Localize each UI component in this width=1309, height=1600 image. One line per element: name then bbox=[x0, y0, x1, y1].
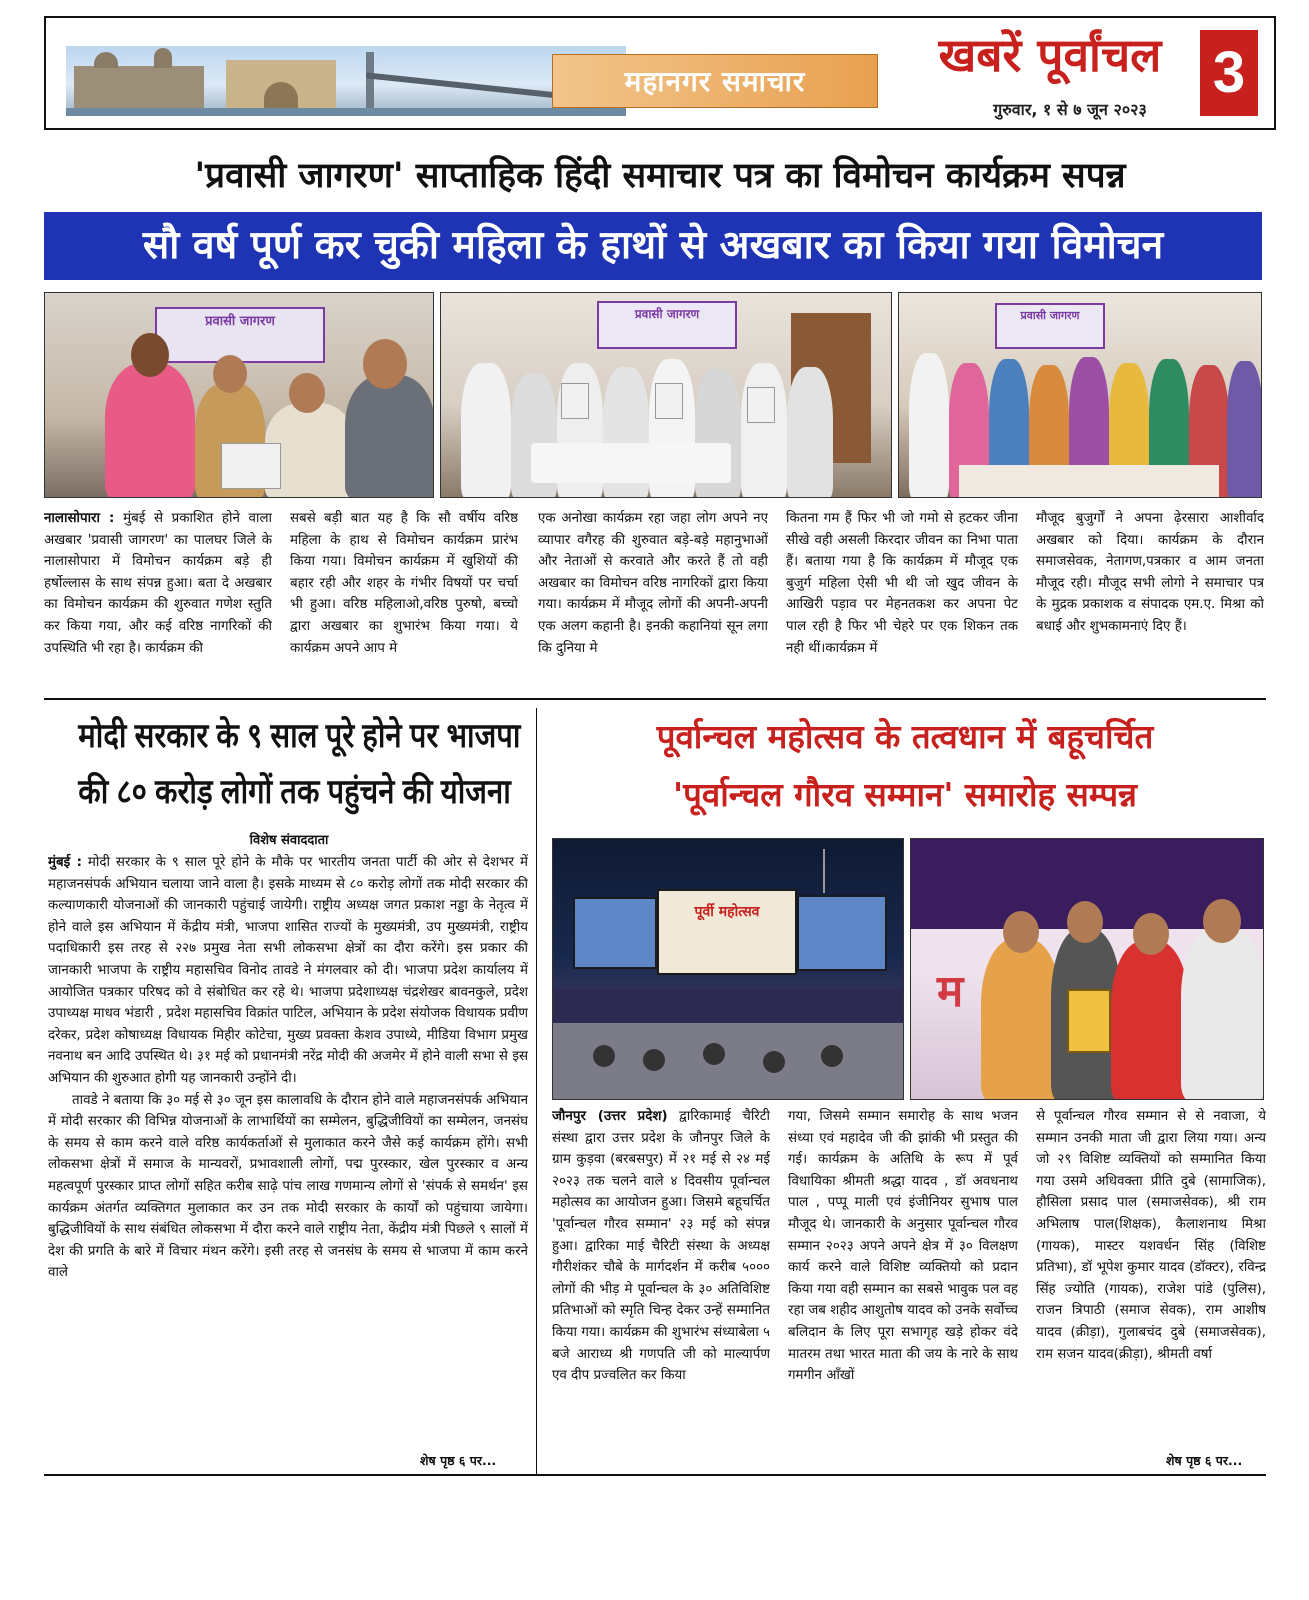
story1-text: मुंबई से प्रकाशित होने वाला अखबार 'प्रवासी जागरण' का पालघर जिले के नालासोपारा में विमोचन कार्यक्रम बड़े ही हर्षोल्लास के साथ संपन्न हुआ। बता दे अखबार का विमोचन कार्यक्रम की शुरुवात गणेश स्तुति कर किया गया, और कई वरिष्ठ नागरिकों की उपस्थिति भी रहा है। कार्यक्रम की bbox=[44, 511, 272, 656]
story1-photo-1 bbox=[44, 292, 434, 498]
story1-column-1 bbox=[44, 508, 272, 690]
story1-subheadline: सौ वर्ष पूर्ण कर चुकी महिला के हाथों से अखबार का किया गया विमोचन bbox=[44, 212, 1262, 280]
section-divider bbox=[44, 698, 1266, 700]
story2-continued: शेष पृष्ठ ६ पर... bbox=[420, 1453, 497, 1468]
story3-stage-photo bbox=[552, 838, 904, 1100]
story3-column-1 bbox=[552, 1106, 770, 1476]
story3-headline-line1: पूर्वान्चल महोत्सव के तत्वधान में बहूचर्चित bbox=[656, 717, 1154, 756]
story1-headline: 'प्रवासी जागरण' साप्ताहिक हिंदी समाचार पत्र का विमोचन कार्यक्रम सपन्न bbox=[194, 156, 1126, 196]
story1-photo-2 bbox=[440, 292, 892, 498]
story1-photo-3 bbox=[898, 292, 1262, 498]
story3-headline bbox=[540, 708, 1270, 828]
event-banner: प्रवासी जागरण bbox=[995, 303, 1105, 349]
story1-column-5: मौजूद बुजुर्गों ने अपना ढ़ेरसारा आशीर्वाद अखबार को दिया। कार्यक्रम के दौरान समाजसेवक, नेतागण,पत्रकार व आम जनता मौजूद रही। मौजूद सभी लोगो ने समाचार पत्र के मुद्रक प्रकाशक व संपादक एम.ए. मिश्रा को बधाई और शुभकामनाएं दिए हैं। bbox=[1036, 511, 1264, 634]
mumbai-landmarks-photo bbox=[66, 46, 626, 116]
story2-dateline: मुंबई : bbox=[48, 855, 82, 870]
event-banner: प्रवासी जागरण bbox=[597, 301, 737, 349]
story3-text: द्वारिकामाई चैरिटी संस्था द्वारा उत्तर प्रदेश के जौनपुर जिले के ग्राम कुड़वा (बरबसपुर) में २१ मई से २४ मई २०२३ तक चलने वाले ४ दिवसीय पूर्वान्चल महोत्सव का आयोजन हुआ। जिसमे बहूचर्चित 'पूर्वान्चल गौरव सम्मान' २३ मई को संपन्न हुआ। द्वारिका माई चैरिटी संस्था के अध्यक्ष गौरीशंकर चौबे के मार्गदर्शन में करीब ५००० लोगों की भीड़ मे पूर्वान्चल के ३० अतिविशिष्ट प्रतिभाओं को स्मृति चिन्ह देकर उन्हें सम्मानित किया गया। कार्यक्रम की शुभारंभ संध्याबेला ५ बजे आराध्य श्री गणपति जी को माल्यार्पण एव दीप प्रज्वलित कर किया bbox=[552, 1109, 770, 1384]
story3-continued: शेष पृष्ठ ६ पर... bbox=[1166, 1453, 1243, 1468]
story3-award-photo bbox=[910, 838, 1264, 1100]
story2-headline bbox=[44, 708, 534, 828]
story1-column-4: कितना गम हैं फिर भी जो गमो से हटकर जीना सीखे वही असली किरदार जीवन का निभा पाता हैं। बताया गया है कि कार्यक्रम में मौजूद एक बुजुर्ग महिला ऐसी भी थी जो खुद जीवन के आखिरी पड़ाव पर मेहनतकश कर अपना पेट पाल रही है फिर भी चेहरे पर एक शिकन तक नही थीं।कार्यक्रम में bbox=[786, 511, 1018, 656]
story1-dateline: नालासोपारा : bbox=[44, 511, 115, 526]
story2-byline: विशेष संवाददाता bbox=[249, 833, 329, 848]
story2-headline-line2: की ८० करोड़ लोगों तक पहुंचने की योजना bbox=[78, 773, 511, 811]
story3-column-3: से पूर्वान्चल गौरव सम्मान से से नवाजा, ये सम्मान उनकी माता जी द्वारा लिया गया। अन्य जो २९ विशिष्ट व्यक्तियों को सम्मानित किया गया उसमे अधिवक्ता प्रीति दुबे (सामाजिक), हौसिला प्रसाद पाल (समाजसेवक), श्री राम अभिलाष पाल(शिक्षक), कैलाशनाथ मिश्रा (गायक), मास्टर यशवर्धन सिंह (विशिष्ट प्रतिभा), डॉ भूपेश कुमार यादव (डॉक्टर), रविन्द्र सिंह ज्योति (गायक), राजेश पांडे (पुलिस), राजन त्रिपाठी (समाज सेवक), राम आशीष यादव (क्रीड़ा), गुलाबचंद दुबे (समाजसेवक), राम सजन यादव(क्रीड़ा), श्रीमती वर्षा bbox=[1036, 1109, 1266, 1362]
section-label: महानगर समाचार bbox=[624, 65, 806, 98]
story2-paragraph-1 bbox=[48, 852, 528, 1090]
event-banner: प्रवासी जागरण bbox=[155, 307, 325, 363]
story2-text: मोदी सरकार के ९ साल पूरे होने के मौके पर भारतीय जनता पार्टी की ओर से देशभर में महाजनसंपर्क अभियान चलाया जाने वाला है। इसके माध्यम से ८० करोड़ लोगों तक मोदी सरकार की कल्याणकारी योजनाओं की जानकारी पहुंचाई जायेगी। राष्ट्रीय अध्यक्ष जगत प्रकाश नड्डा के नेतृत्व में होने वाले इस अभियान में केंद्रीय मंत्री, भाजपा शासित राज्यों के मुख्यमंत्री, उप मुख्यमंत्री, राष्ट्रीय पदाधिकारी इस तरह से २२७ प्रमुख नेता सभी लोकसभा क्षेत्रों का दौरा करेंगे। इस प्रकार की जानकारी भाजपा के राष्ट्रीय महासचिव विनोद तावडे ने मंगलवार को दी। भाजपा प्रदेश कार्यालय में आयोजित पत्रकार परिषद को वे संबोधित कर रहे थे। भाजपा प्रदेशाध्यक्ष चंद्रशेखर बावनकुले, प्रदेश उपाध्यक्ष माधव भंडारी , प्रदेश महासचिव विक्रांत पाटिल, अभियान के प्रदेश संयोजक विधायक प्रवीण दरेकर, प्रदेश कोषाध्यक्ष विधायक मिहीर कोटेचा, मुख्य प्रवक्ता केशव उपाध्ये, मीडिया विभाग प्रमुख नवनाथ बन आदि उपस्थित थे। ३१ मई को प्रधानमंत्री नरेंद्र मोदी की अजमेर में होने वाली सभा से इस अभियान की शुरुआत होगी यह जानकारी उन्होंने दी। bbox=[48, 855, 528, 1086]
issue-date: गुरुवार, १ से ७ जून २०२३ bbox=[993, 100, 1147, 119]
award-banner: म bbox=[937, 966, 964, 1017]
story3-column-2: गया, जिसमे सम्मान समारोह के साथ भजन संध्या एवं महादेव जी की झांकी भी प्रस्तुत की गई। कार्यक्रम के अतिथि के रूप में पूर्व विधायिका श्रीमती श्रद्धा यादव , डॉ अवधनाथ पाल , पप्पू माली एवं इंजीनियर सुभाष पाल मौजूद थे। जानकारी के अनुसार पूर्वान्चल गौरव सम्मान २०२३ अपने अपने क्षेत्र में ३० विलक्षण कार्य करने वाले विशिष्ट व्यक्तियो को प्रदान किया गया वही सम्मान का सबसे भावुक पल वह रहा जब शहीद आशुतोष यादव को उनके सर्वोच्च बलिदान के लिए पूरा सभागृह खड़े होकर वंदे मातरम तथा भारत माता की जय के नारे के साथ गमगीन आँखों bbox=[788, 1109, 1018, 1384]
page-number: 3 bbox=[1200, 30, 1258, 116]
newspaper-brand: खबरें पूर्वांचल bbox=[938, 28, 1162, 82]
story3-headline-line2: 'पूर्वान्चल गौरव सम्मान' समारोह सम्पन्न bbox=[673, 775, 1137, 814]
story2-paragraph-2: तावडे ने बताया कि ३० मई से ३० जून इस कालावधि के दौरान होने वाले महाजनसंपर्क अभियान में मोदी सरकार की विभिन्न योजनाओं के लाभार्थियों का सम्मेलन, बुद्धिजीवियों का सम्मेलन, जनसंघ के समय से काम करने वाले वरिष्ठ कार्यकर्ताओं से मुलाकात करने जैसे कई कार्यक्रम होंगे। सभी लोकसभा क्षेत्रों में समाज के मान्यवरों, प्रभावशाली लोगों, पद्म पुरस्कार, खेल पुरस्कार व अन्य महत्वपूर्ण पुरस्कार प्राप्त लोगों सहित करीब साढ़े पांच लाख गणमान्य लोगों से 'संपर्क से समर्थन' इस कार्यक्रम अंतर्गत व्यक्तिगत मुलाकात कर उन तक मोदी सरकार के कार्यों को पहुंचाया जायेगा। बुद्धिजीवियों के साथ संबंधित लोकसभा में दौरा करने वाले राष्ट्रीय नेता, केंद्रीय मंत्री पिछले ९ सालों में देश की प्रगति के बारे में विचार मंथन करेंगे। इसी तरह से जनसंघ के समय से भाजपा में काम करने वाले bbox=[48, 1092, 528, 1281]
story2-body bbox=[48, 852, 528, 1446]
story1-column-3: एक अनोखा कार्यक्रम रहा जहा लोग अपने नए व्यापार वगैरह की शुरुवात बड़े-बड़े महानुभाओं और नेताओं से करवाते और करते हैं तो वही अखबार का विमोचन वरिष्ठ नागरिकों द्वारा किया गया। कार्यक्रम में मौजूद लोगों की अपनी-अपनी एक अलग कहानी है। इनकी कहानियां सून लगा कि दुनिया मे bbox=[538, 511, 768, 656]
section-tag bbox=[552, 54, 878, 108]
column-divider bbox=[536, 708, 537, 1474]
stage-banner: पूर्वी महोत्सव bbox=[657, 889, 797, 975]
story2-headline-line1: मोदी सरकार के ९ साल पूरे होने पर भाजपा bbox=[78, 717, 521, 755]
bottom-rule bbox=[44, 1474, 1266, 1476]
story3-dateline: जौनपुर (उत्तर प्रदेश) bbox=[552, 1109, 668, 1124]
story1-column-2: सबसे बड़ी बात यह है कि सौ वर्षीय वरिष्ठ महिला के हाथ से विमोचन कार्यक्रम प्रारंभ किया गया। विमोचन कार्यक्रम में खुशियों की बहार रही और शहर के गंभीर विषयों पर चर्चा भी हुआ। वरिष्ठ महिलाओ,वरिष्ठ पुरुषो, बच्चो द्वारा अखबार का शुभारंभ किया गया। ये कार्यक्रम अपने आप मे bbox=[290, 511, 518, 656]
